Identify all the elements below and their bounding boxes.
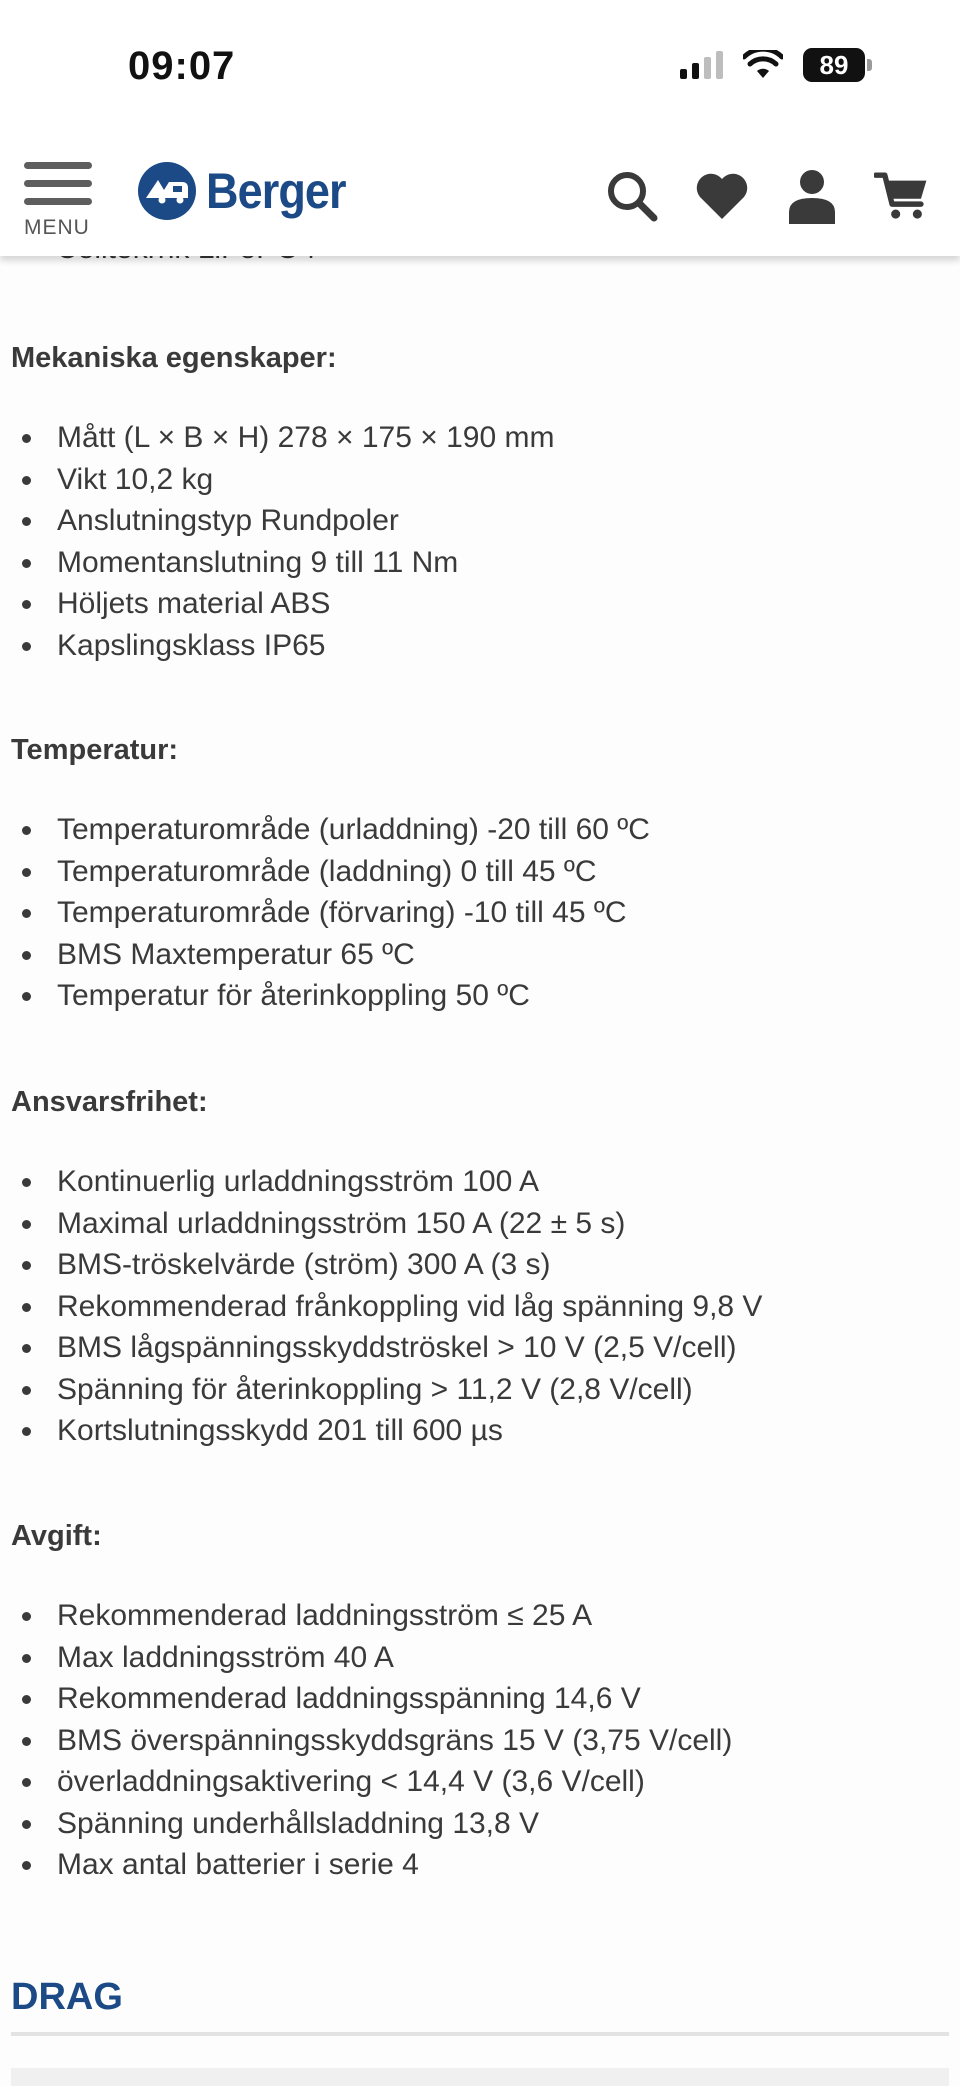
list-item: Mått (L × B × H) 278 × 175 × 190 mm (11, 417, 951, 459)
list-item: Max laddningsström 40 A (11, 1637, 951, 1679)
cart-button[interactable] (874, 166, 930, 226)
site-header (0, 140, 960, 256)
logo-text: Berger (206, 163, 346, 219)
list-item: Höljets material ABS (11, 583, 951, 625)
section-mechanical (11, 342, 951, 666)
list-item: Spänning underhållsladdning 13,8 V (11, 1803, 951, 1845)
list-item: Vikt 10,2 kg (11, 459, 951, 501)
section-title: Ansvarsfrihet: (11, 1086, 208, 1118)
list-item: Rekommenderad laddningsspänning 14,6 V (11, 1678, 951, 1720)
menu-label: MENU (24, 216, 90, 239)
list-item: Kortslutningsskydd 201 till 600 µs (11, 1410, 951, 1452)
status-icons (680, 48, 872, 82)
list-item: BMS överspänningsskyddsgräns 15 V (3,75 V/cell) (11, 1720, 951, 1762)
spec-list (11, 809, 951, 1017)
list-item: BMS-tröskelvärde (ström) 300 A (3 s) (11, 1244, 951, 1286)
search-button[interactable] (604, 166, 660, 226)
wifi-icon (743, 50, 783, 80)
section-divider (11, 2032, 949, 2036)
menu-icon (24, 162, 92, 205)
battery-icon (803, 48, 872, 82)
list-item: Maximal urladdningsström 150 A (22 ± 5 s) (11, 1203, 951, 1245)
section-title: Mekaniska egenskaper: (11, 342, 337, 374)
list-item: BMS lågspänningsskyddströskel > 10 V (2,5 V/cell) (11, 1327, 951, 1369)
section-discharge (11, 1086, 951, 1452)
header-actions (604, 166, 930, 226)
drag-section-heading[interactable]: DRAG (11, 1976, 123, 2018)
status-bar (0, 0, 960, 140)
spec-list (11, 1595, 951, 1886)
list-item: Temperaturområde (urladdning) -20 till 60 ºC (11, 809, 951, 851)
list-item: Momentanslutning 9 till 11 Nm (11, 542, 951, 584)
list-item: överladdningsaktivering < 14,4 V (3,6 V/cell) (11, 1761, 951, 1803)
spec-list (11, 417, 951, 666)
user-icon (787, 168, 837, 224)
wishlist-button[interactable] (694, 166, 750, 226)
search-icon (605, 169, 659, 223)
list-item: Temperatur för återinkoppling 50 ºC (11, 975, 951, 1017)
section-charge (11, 1520, 951, 1886)
next-panel (11, 2068, 949, 2086)
cart-icon (874, 167, 930, 225)
berger-logo[interactable] (138, 162, 361, 220)
list-item: Max antal batterier i serie 4 (11, 1844, 951, 1886)
list-item: Rekommenderad frånkoppling vid låg spänning 9,8 V (11, 1286, 951, 1328)
battery-level: 89 (803, 48, 865, 82)
list-item: Kapslingsklass IP65 (11, 625, 951, 667)
cellular-signal-icon (680, 51, 723, 79)
list-item: Anslutningstyp Rundpoler (11, 500, 951, 542)
list-item: Kontinuerlig urladdningsström 100 A (11, 1161, 951, 1203)
section-title: Temperatur: (11, 734, 179, 766)
list-item: Temperaturområde (förvaring) -10 till 45 ºC (11, 892, 951, 934)
berger-logo-icon (138, 162, 196, 220)
list-item: BMS Maxtemperatur 65 ºC (11, 934, 951, 976)
section-title: Avgift: (11, 1520, 102, 1552)
spec-list (11, 1161, 951, 1452)
status-time: 09:07 (128, 44, 236, 88)
account-button[interactable] (784, 166, 840, 226)
section-temperature (11, 734, 951, 1017)
menu-button[interactable] (24, 162, 96, 246)
list-item: Temperaturområde (laddning) 0 till 45 ºC (11, 851, 951, 893)
heart-icon (694, 171, 750, 221)
list-item: Rekommenderad laddningsström ≤ 25 A (11, 1595, 951, 1637)
list-item: Spänning för återinkoppling > 11,2 V (2,8 V/cell) (11, 1369, 951, 1411)
